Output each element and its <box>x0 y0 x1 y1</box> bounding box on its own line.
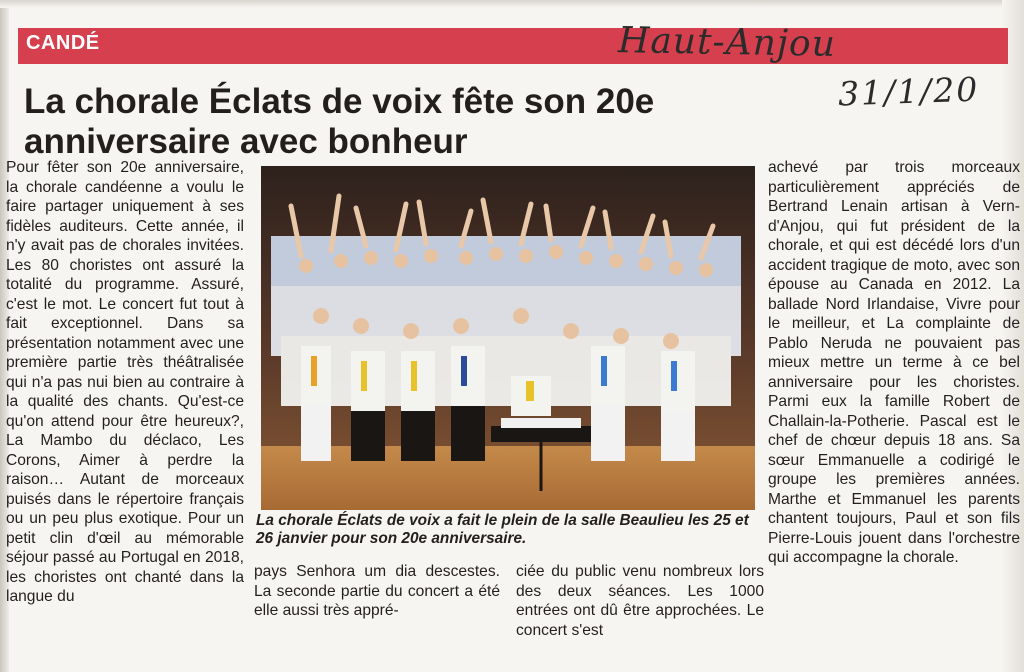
article-column-3 <box>516 562 764 648</box>
choir-photo <box>261 166 755 510</box>
photo-caption: La chorale Éclats de voix a fait le plein de la salle Beaulieu les 25 et 26 janvier pour son 20e anniversaire. <box>256 512 749 547</box>
section-banner <box>18 28 1008 64</box>
handwritten-date: 31/1/20 <box>837 69 980 114</box>
article-paragraph: pays Senhora um dia descestes. La seconde partie du concert a été elle aussi très appré- <box>254 563 500 619</box>
article-paragraph: achevé par trois morceaux particulièrement appréciés de Bertrand Lenain artisan à Vern-d'Anjou, qui fut président de la chorale, et qui est décédé lors d'un accident tragique de moto, avec son épouse au Canada en 2012. La ballade Nord Irlandaise, Vivre pour le meilleur, et La complainte de Pablo Neruda ne pouvaient pas mieux mettre un terme à ce bel anniversaire pour les choristes. Parmi eux la famille Robert de Challain-la-Potherie. Pascal est le chef de chœur depuis 18 ans. Sa sœur Emmanuelle a codirigé le groupe les premières années. Marthe et Emmanuel les parents chantent toujours, Paul et son fils Pierre-Louis jouent dans l'orchestre qui accompagne la chorale. <box>768 159 1020 566</box>
handwritten-publication-name: Haut-Anjou <box>617 20 837 65</box>
article-column-4 <box>768 158 1020 648</box>
article-paragraph: ciée du public venu nombreux lors des deux séances. Les 1000 entrées ont dû être approchées. Le concert s'est <box>516 563 764 639</box>
article-column-1 <box>6 158 244 648</box>
choir-photo-illustration <box>261 166 755 510</box>
article-column-2 <box>254 562 500 648</box>
article-headline: La chorale Éclats de voix fête son 20e anniversaire avec bonheur <box>24 82 655 161</box>
article-paragraph: Pour fêter son 20e anniversaire, la chorale candéenne a voulu le faire partager uniquement à ses fidèles auditeurs. Cette année, il n'y avait pas de chorales invitées. Les 80 choristes ont assuré la totalité du programme. Assuré, c'est le mot. Le concert fut tout à fait exceptionnel. Dans sa présentation notamment avec une première partie très théâtralisée qui n'a pas nui bien au contraire à la qualité des chants. Qu'est-ce qu'on attend pour être heureux?, La Mambo du déclaco, Les Corons, Aimer à perdre la raison… Autant de morceaux puisés dans le répertoire français ou un peu plus exotique. Pour un petit clin d'œil au mémorable séjour passé au Portugal en 2018, les choristes ont chanté dans la langue du <box>6 159 244 605</box>
scan-edge-top <box>0 0 1024 8</box>
section-label: CANDÉ <box>26 32 100 54</box>
